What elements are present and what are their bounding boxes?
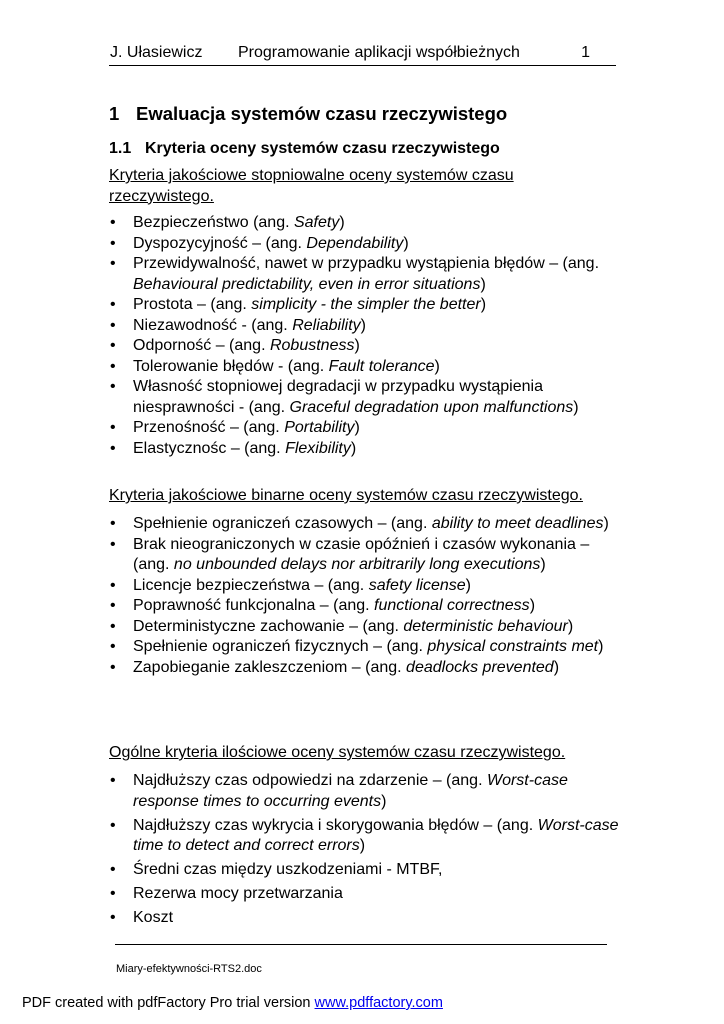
item-english-term: Worst-case response times to occurring events <box>133 772 568 810</box>
item-closing: ) <box>381 792 387 810</box>
item-polish-text: Licencje bezpieczeństwa – (ang. <box>133 576 369 594</box>
header-title: Programowanie aplikacji współbieżnych <box>238 44 520 61</box>
section-title: Kryteria oceny systemów czasu rzeczywistego <box>145 140 500 157</box>
item-english-term: deterministic behaviour <box>403 617 568 635</box>
item-english-term: ability to meet deadlines <box>431 515 604 532</box>
item-polish-text: Przenośność – (ang. <box>133 419 285 436</box>
item-closing: ) <box>354 337 360 354</box>
item-polish-text: Deterministyczne zachowanie – (ang. <box>133 617 404 635</box>
item-polish-text: Tolerowanie błędów - (ang. <box>133 357 329 375</box>
list-item <box>109 377 624 418</box>
item-closing: ) <box>480 275 486 293</box>
chapter-number: 1 <box>109 103 120 124</box>
item-polish-text: Średni czas między uszkodzeniami - MTBF, <box>133 861 443 879</box>
list-item <box>109 254 624 295</box>
graded-criteria-title: Kryteria jakościowe stopniowalne oceny systemów czasu rzeczywistego. <box>109 167 514 205</box>
item-polish-text: Najdłuższy czas odpowiedzi na zdarzenie – (ang. <box>133 772 487 789</box>
item-polish-text: Spełnienie ograniczeń fizycznych – (ang. <box>133 638 428 655</box>
list-item <box>109 514 624 535</box>
item-closing: ) <box>354 419 360 436</box>
item-polish-text: Odporność – (ang. <box>133 337 270 354</box>
item-closing: ) <box>339 214 345 231</box>
item-english-term: physical constraints met <box>427 638 599 655</box>
item-polish-text: Niezawodność - (ang. <box>133 316 293 334</box>
list-item <box>109 884 624 905</box>
item-english-term: functional correctness <box>374 597 530 614</box>
item-closing: ) <box>529 597 536 614</box>
footer-filename: Miary-efektywności-RTS2.doc <box>116 963 262 975</box>
list-item <box>109 596 624 617</box>
item-closing: ) <box>553 658 560 676</box>
item-polish-text: Brak nieograniczonych w czasie opóźnień i czasów wykonania – (ang. <box>133 535 590 573</box>
list-item <box>109 316 624 337</box>
list-item <box>109 771 624 812</box>
item-closing: ) <box>465 576 471 594</box>
list-item <box>109 637 624 658</box>
chapter-heading <box>109 102 507 126</box>
list-item <box>109 234 624 255</box>
item-english-term: simplicity - the simpler the better <box>251 296 481 313</box>
item-polish-text: Koszt <box>133 909 174 927</box>
list-item <box>109 816 624 857</box>
list-item <box>109 439 624 460</box>
quantitative-criteria-list <box>109 771 624 932</box>
list-item <box>109 576 624 597</box>
list-item <box>109 908 624 929</box>
item-closing: ) <box>480 296 487 313</box>
item-polish-text: Najdłuższy czas wykrycia i skorygowania błędów – (ang. <box>133 816 538 834</box>
item-english-term: Fault tolerance <box>328 357 435 375</box>
list-item <box>109 295 624 316</box>
pdffactory-link[interactable]: www.pdffactory.com <box>314 995 443 1011</box>
item-closing: ) <box>360 316 366 334</box>
graded-criteria-list <box>109 213 624 459</box>
list-item <box>109 860 624 881</box>
item-polish-text: Poprawność funkcjonalna – (ang. <box>133 597 375 614</box>
section-number: 1.1 <box>109 140 132 157</box>
list-item <box>109 617 624 638</box>
section-heading <box>109 139 500 159</box>
item-closing: ) <box>434 357 440 375</box>
item-polish-text: Rezerwa mocy przetwarzania <box>133 885 343 903</box>
header-page-number: 1 <box>581 44 590 61</box>
item-english-term: Safety <box>293 214 340 231</box>
list-item <box>109 418 624 439</box>
item-closing: ) <box>603 515 609 532</box>
list-item <box>109 357 624 378</box>
item-closing: ) <box>598 638 604 655</box>
item-closing: ) <box>540 556 546 573</box>
item-english-term: Worst-case time to detect and correct errors <box>133 816 619 855</box>
item-english-term: deadlocks prevented <box>406 658 554 676</box>
item-polish-text: Spełnienie ograniczeń czasowych – (ang. <box>133 515 432 532</box>
item-polish-text: Bezpieczeństwo (ang. <box>133 214 294 231</box>
item-english-term: Graceful degradation upon malfunctions <box>289 398 574 416</box>
pdf-creator-note <box>22 994 443 1012</box>
item-polish-text: Własność stopniowej degradacji w przypadku wystąpienia niesprawności - (ang. <box>133 378 543 416</box>
item-closing: ) <box>573 398 579 416</box>
list-item <box>109 336 624 357</box>
page-header <box>109 43 616 66</box>
item-english-term: Behavioural predictability, even in error situations <box>133 275 481 293</box>
list-item <box>109 535 624 576</box>
pdf-note-text: PDF created with pdfFactory Pro trial version <box>22 995 315 1011</box>
item-closing: ) <box>359 837 366 855</box>
item-closing: ) <box>403 234 409 252</box>
item-english-term: no unbounded delays nor arbitrarily long executions <box>173 556 541 573</box>
item-english-term: Flexibility <box>285 439 351 457</box>
footer-divider <box>115 944 607 945</box>
item-polish-text: Elastycznośc – (ang. <box>133 439 286 457</box>
item-polish-text: Dyspozycyjność – (ang. <box>133 234 307 252</box>
item-english-term: Dependability <box>306 234 404 252</box>
item-english-term: Portability <box>284 419 355 436</box>
item-closing: ) <box>567 617 574 635</box>
list-item <box>109 658 624 679</box>
chapter-title: Ewaluacja systemów czasu rzeczywistego <box>136 103 508 124</box>
item-english-term: Robustness <box>269 337 355 354</box>
item-english-term: safety license <box>368 576 466 594</box>
header-author: J. Ułasiewicz <box>110 44 203 61</box>
binary-criteria-title: Kryteria jakościowe binarne oceny systemów czasu rzeczywistego. <box>109 487 583 504</box>
item-polish-text: Zapobieganie zakleszczeniom – (ang. <box>133 658 407 676</box>
list-item <box>109 213 624 234</box>
binary-criteria-list <box>109 514 624 678</box>
item-polish-text: Prostota – (ang. <box>133 296 252 313</box>
item-polish-text: Przewidywalność, nawet w przypadku wystąpienia błędów – (ang. <box>133 255 600 272</box>
quantitative-criteria-title: Ogólne kryteria ilościowe oceny systemów czasu rzeczywistego. <box>109 744 566 761</box>
item-closing: ) <box>350 439 357 457</box>
item-english-term: Reliability <box>292 316 361 334</box>
